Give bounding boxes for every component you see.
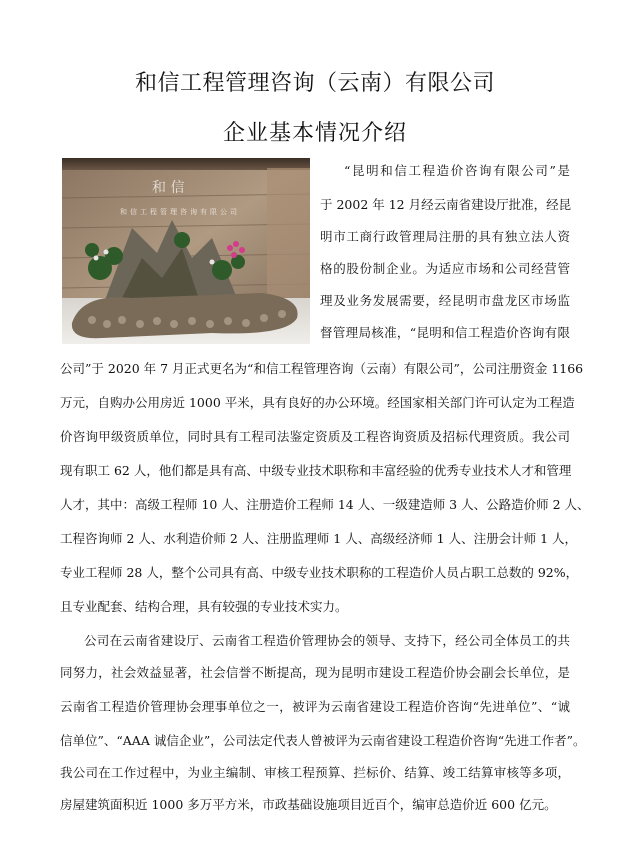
document-subtitle: 企业基本情况介绍	[222, 121, 407, 146]
paragraph-line: 信单位”、“AAA 诚信企业”，公司法定代表人曾被评为云南省建设工程造价咨询“先进工作者”。	[60, 733, 586, 748]
paragraph-line: 公司”于 2020 年 7 月正式更名为“和信工程管理咨询（云南）有限公司”，公司注册资金 1166	[60, 361, 584, 376]
paragraph-line: 我公司在工作过程中，为业主编制、审核工程预算、拦标价、结算、竣工结算审核等多项，	[60, 765, 570, 780]
paragraph-line: 且专业配套、结构合理，具有较强的专业技术实力。	[60, 599, 348, 614]
wall-logo-text: 和 信	[152, 180, 185, 196]
paragraph-line: 房屋建筑面积近 1000 多万平方米，市政基础设施项目近百个，编审总造价近 600 亿元。	[60, 797, 557, 812]
wall-company-text: 和信工程管理咨询有限公司	[120, 208, 240, 216]
paragraph-line: 价咨询甲级资质单位，同时具有工程司法鉴定资质及工程咨询资质及招标代理资质。我公司	[60, 429, 570, 444]
document-title: 和信工程管理咨询（云南）有限公司	[134, 71, 495, 96]
paragraph-line: 人才，其中：高级工程师 10 人、注册造价工程师 14 人、一级建造师 3 人、公路造价师 2 人、	[60, 497, 590, 512]
paragraph-line: 专业工程师 28 人，整个公司具有高、中级专业技术职称的工程造价人员占职工总数的 92%，	[60, 565, 579, 580]
paragraph-line: 督管理局核准，“昆明和信工程造价咨询有限	[320, 325, 570, 340]
paragraph-line: “昆明和信工程造价咨询有限公司”是	[344, 163, 570, 178]
paragraph-line: 于 2002 年 12 月经云南省建设厅批准，经昆	[320, 197, 572, 212]
paragraph-line: 万元，自购办公用房近 1000 平米，具有良好的办公环境。经国家相关部门许可认定为工程造	[60, 395, 575, 410]
company-lobby-photo	[62, 158, 310, 344]
paragraph-line: 公司在云南省建设厅、云南省工程造价管理协会的领导、支持下，经公司全体员工的共	[84, 633, 570, 648]
paragraph-line: 云南省工程造价管理协会理事单位之一，被评为云南省建设工程造价咨询“先进单位”、“诚	[60, 699, 570, 714]
paragraph-line: 格的股份制企业。为适应市场和公司经营管	[320, 261, 570, 276]
paragraph-line: 同努力，社会效益显著，社会信誉不断提高，现为昆明市建设工程造价协会副会长单位，是	[60, 665, 570, 680]
paragraph-line: 现有职工 62 人，他们都是具有高、中级专业技术职称和丰富经验的优秀专业技术人才和管理	[60, 463, 572, 478]
paragraph-line: 理及业务发展需要，经昆明市盘龙区市场监	[320, 293, 570, 308]
paragraph-line: 工程咨询师 2 人、水利造价师 2 人、注册监理师 1 人、高级经济师 1 人、注册会计师 1 人，	[60, 531, 577, 546]
paragraph-line: 明市工商行政管理局注册的具有独立法人资	[320, 229, 570, 244]
